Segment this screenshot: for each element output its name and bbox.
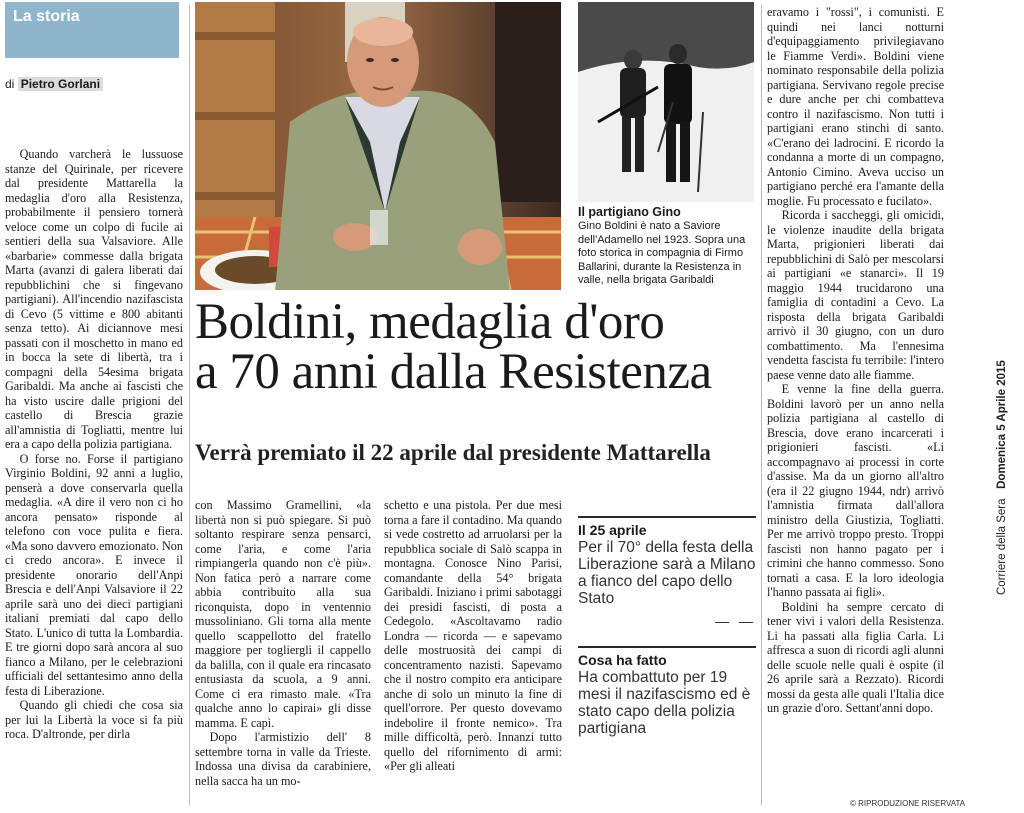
- column-separator: [189, 5, 190, 805]
- headline: [195, 294, 760, 400]
- article-column-1: [5, 147, 183, 809]
- section-label: La storia: [13, 8, 80, 25]
- box-text: Ha combattuto per 19 mesi il nazifascismo ed è stato capo della polizia partigiana: [578, 669, 751, 737]
- article-paragraph: Quando varcherà le lussuose stanze del Quirinale, per ricevere dal presidente Mattarella la medaglia d'oro alla Resistenza, probabilmente il pensiero tornerà veloce come un colpo di fucile ai sentieri della sua Valsaviore. Alle «barbarie» commesse dalla brigata Marta (avanzi di galera liberati dai repubblichini che si fingevano partigiani). All'incendio nazifascista di Cevo (5 vittime e 800 abitanti senza tetto). Ai diciannove mesi passati con il moschetto in mano ed in bocca la sete di libertà, tra i compagni della 54esima brigata Garibaldi. Ma anche ai fascisti che ha visto uscire dalle prigioni del castello di Brescia grazie all'amnistia di Togliatti, mentre lui era a capo della polizia partigiana.: [5, 147, 183, 451]
- article-paragraph: schetto e una pistola. Per due mesi torna a fare il contadino. Ma quando si vede costretto ad arruolarsi per la repubblica sociale di Salò scappa in montagna. Conosce Nino Parisi, comandante della 54° brigata Garibaldi. Iniziano i primi sabotaggi dei presidi fascisti, di posta a Cedegolo. «Ascoltavamo radio Londra — ricorda — e sapevamo delle mostruosità dei campi di concentramento nazisti. Sapevamo che il nostro compito era anticipare anche di solo un minuto la fine di quell'orrore. Per questo dovevamo indebolire il fronte nemico». Tra mille difficoltà, però. Innanzi tutto quello del rifornimento di armi: «Per gli alleati: [384, 498, 562, 773]
- copyright-notice: © RIPRODUZIONE RISERVATA: [850, 799, 966, 808]
- article-paragraph: E venne la fine della guerra. Boldini lavorò per un anno nella polizia partigiana al castello di Brescia, dove erano incarcerati i prigionieri fascisti. «Li accompagnavo ai processi in corte d'assise. Ma da un giorno all'altro (era il 22 giugno 1944, ndr) arrivò l'amnistia firmata dall'allora ministro della Giustizia, Togliatti. Per me arrivò troppo presto. Troppi fascisti non hanno pagato per i crimini che hanno commesso. Sono tornati a casa. E la loro ideologia l'hanno passata ai figli».: [767, 382, 944, 599]
- info-box-25-aprile: [578, 516, 756, 629]
- info-box-cosa-ha-fatto: [578, 646, 756, 737]
- subheadline: Verrà premiato il 22 aprile dal presidente Mattarella: [195, 440, 711, 465]
- main-photo: [195, 2, 561, 290]
- byline-prefix: di: [5, 77, 15, 91]
- caption-title: Il partigiano Gino: [578, 205, 681, 219]
- box-rule: [578, 516, 756, 518]
- article-paragraph: O forse no. Forse il partigiano Virginio Boldini, 92 anni a luglio, penserà a dove conservarla quella medaglia. «A dire il vero non ci ho ancora pensato» risponde al telefono con voce pulita e fiera. «Ma sono davvero emozionato. Non ci credo ancora». E invece il presidente onorario dell'Anpi Brescia e dell'Anpi Valsaviore il 22 aprile sarà uno dei dieci partigiani italiani premiati dal capo dello Stato. L'unico di tutta la Lombardia. E tre giorni dopo sarà ancora al suo fianco a Milano, per le celebrazioni ufficiali del settantesimo anno della festa di Liberazione.: [5, 451, 183, 698]
- photo-caption: [578, 205, 758, 288]
- caption-text: Gino Boldini è nato a Saviore dell'Adamello nel 1923. Sopra una foto storica in compagnia di Firmo Ballarini, durante la Resistenza in valle, nella brigata Garibaldi: [578, 220, 746, 286]
- article-paragraph: Dopo l'armistizio dell' 8 settembre torna in valle da Trieste. Indossa una divisa da carabiniere, nella sacca ha un mo-: [195, 730, 371, 788]
- article-paragraph: eravamo i "rossi", i comunisti. E quindi nei lanci notturni d'equipaggiamento privilegiavano le Fiamme Verdi». Boldini viene nominato responsabile della polizia partigiana. Servivano regole precise e dure anche per chi combatteva contro il nazifascismo. Non tutti i partigiani erano stinchi di santo. «C'erano dei ladrocini. E ricordo la condanna a morte di un compagno, Antonio Cimino. Aveva ucciso un partigiano perché era l'amante della moglie. Fu processato e fucilato».: [767, 5, 944, 208]
- historical-photo: [578, 2, 754, 202]
- column-separator: [761, 5, 762, 805]
- article-column-4: [767, 5, 944, 795]
- article-paragraph: Boldini ha sempre cercato di tener vivi i valori della Resistenza. Li ha passati alla figlia Carla. Li affresca a suon di ricordi agli alunni delle scuole nelle quali è ospite (il 26 aprile sarà a Rezzato). Ricordi mossi da gesta alle quali l'Italia dice un grazie d'oro. Settant'anni dopo.: [767, 599, 944, 715]
- headline-line-2: a 70 anni dalla Resistenza: [195, 344, 712, 400]
- box-text: Per il 70° della festa della Liberazione sarà a Milano a fianco del capo dello Stato: [578, 539, 756, 607]
- article-paragraph: Ricorda i saccheggi, gli omicidi, le violenze inaudite della brigata Marta, prigionieri liberati dai repubblichini di Salò per mescolarsi ai partigiani «e stanarci». Il 19 maggio 1944 trucidarono una famiglia di contadini a Cevo. La risposta della brigata Garibaldi arrivò il 30 giugno, con un duro combattimento. Ma l'ennesima vendetta fascista fu terribile: l'intero paese venne dato alle fiamme.: [767, 208, 944, 382]
- byline-author: Pietro Gorlani: [18, 77, 103, 91]
- headline-line-1: Boldini, medaglia d'oro: [195, 294, 665, 350]
- section-header: [5, 2, 179, 58]
- newspaper-name: Corriere della Sera: [996, 498, 1008, 595]
- newspaper-date-line: [996, 360, 1008, 595]
- article-column-3: [384, 498, 562, 809]
- box-rule: [578, 646, 756, 648]
- box-dashes: — —: [715, 613, 756, 629]
- publication-date: Domenica 5 Aprile 2015: [996, 360, 1008, 489]
- article-paragraph: con Massimo Gramellini, «la libertà non si può spiegare. Si può soltanto respirare senza pensarci, come l'aria, e come l'aria rimpiangerla quando non c'è più». Non fatica però a narrare come abbia contribuito alla sua riconquista, dopo in ventennio mussoliniano. Gli torna alla mente quello scappellotto del fratello maggiore per togliergli il cappello da balilla, con il quale era rincasato entusiasta da scuola, a 9 anni. Come ci era rimasto male. «Tra qualche anno lo capirai» gli disse mamma. E capì.: [195, 498, 371, 730]
- article-paragraph: Quando gli chiedi che cosa sia per lui la Libertà la voce si fa più roca. D'altronde, per dirla: [5, 698, 183, 741]
- byline: [5, 77, 103, 91]
- article-column-2: [195, 498, 371, 809]
- box-title: Cosa ha fatto: [578, 652, 667, 668]
- box-title: Il 25 aprile: [578, 522, 647, 538]
